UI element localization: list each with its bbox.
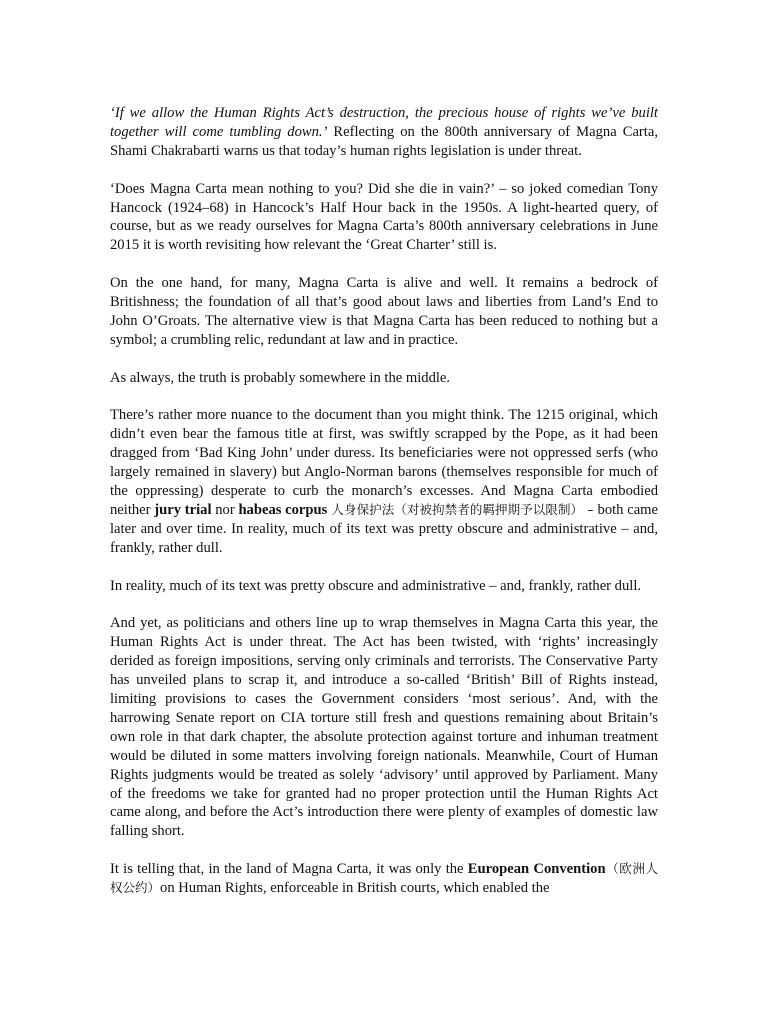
european-convention-annotation: （欧洲人权公约） (110, 861, 658, 896)
paragraph-reality: In reality, much of its text was pretty obscure and administrative – and, frankly, rather dull. (110, 577, 642, 594)
convention-text-2: on Human Rights, enforceable in British courts, which enabled the (160, 880, 550, 897)
paragraph-human-rights-act: And yet, as politicians and others line up to wrap themselves in Magna Carta this year, the Human Rights Act is under threat. The Act has been twisted, with ‘rights’ increasingly derided as foreign impositions, serving only criminals and terrorists. The Conservative Party has unveiled plans to scrap it, and introduce a so-called ‘British’ Bill of Rights instead, limiting provisions to cases the Government considers ‘most serious’. And, with the harrowing Senate report on CIA torture still fresh and questions remaining about Britain’s own role in that dark chapter, the absolute protection against torture and inhuman treatment would be diluted in some matters involving foreign nationals. Meanwhile, Court of Human Rights judgments would be treated as solely ‘advisory’ until approved by Parliament. Many of the freedoms we take for granted had no proper protection until the Human Rights Act came along, and before the Act’s introduction there were plenty of examples of domestic law falling short. (110, 615, 658, 840)
opening-quote: ‘If we allow the Human Rights Act’s destruction, the precious house of rights we’ve built together will come tumbling down.’ (110, 105, 658, 140)
paragraph-nuance (110, 406, 658, 557)
nuance-text-1: There’s rather more nuance to the document than you might think. The 1215 original, which didn’t even bear the famous title at first, was swiftly scrapped by the Pope, as it had been dragged from ‘Bad King John’ under duress. Its beneficiaries were not oppressed serfs (who largely remained in slavery) but Anglo-Norman barons (themselves responsible for much of the oppressing) desperate to curb the monarch’s excesses. And Magna Carta embodied neither (110, 407, 658, 518)
paragraph-european-convention (110, 860, 658, 898)
intro-text: Reflecting on the 800th anniversary of Magna Carta, Shami Chakrabarti warns us that today’s human rights legislation is under threat. (110, 123, 658, 159)
term-habeas-corpus: habeas corpus (238, 501, 328, 518)
paragraph-two-views: On the one hand, for many, Magna Carta is alive and well. It remains a bedrock of Britishness; the foundation of all that’s good about laws and liberties from Land’s End to John O’Groats. The alternative view is that Magna Carta has been reduced to nothing but a symbol; a crumbling relic, redundant at law and in practice. (110, 275, 658, 348)
term-jury-trial: jury trial (154, 501, 212, 518)
paragraph-hancock: ‘Does Magna Carta mean nothing to you? Did she die in vain?’ – so joked comedian Tony Hancock (1924–68) in Hancock’s Half Hour back in the 1950s. A light-hearted query, of course, but as we ready ourselves for Magna Carta’s 800th anniversary celebrations in June 2015 it is worth revisiting how relevant the ‘Great Charter’ still is. (110, 180, 658, 254)
nuance-text-2: nor (211, 501, 239, 518)
nuance-text-3: both came later and over time. In reality, much of its text was pretty obscure and administrative – and, frankly, rather dull. (110, 501, 658, 556)
convention-text-1: It is telling that, in the land of Magna Carta, it was only the (110, 861, 468, 878)
paragraph-intro (110, 104, 658, 161)
habeas-corpus-annotation: 人身保护法（对被拘禁者的羁押期予以限制） – (327, 501, 598, 517)
term-european-convention: European Convention (467, 861, 606, 878)
paragraph-truth: As always, the truth is probably somewhere in the middle. (110, 369, 451, 386)
document-body (110, 104, 658, 917)
